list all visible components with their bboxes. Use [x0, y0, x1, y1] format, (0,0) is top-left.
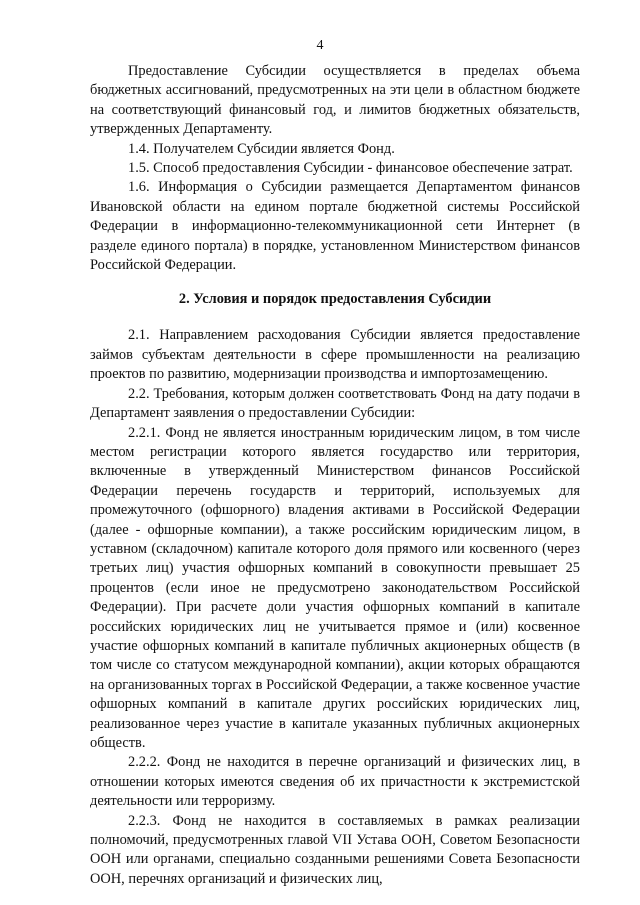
paragraph-1-6: 1.6. Информация о Субсидии размещается Департаментом финансов Ивановской области на едином портале бюджетной системы Российской Федерации в информационно-телекоммуникационной сети Интернет (в разделе единого портала) в порядке, установленном Министерством финансов Российской Федерации.	[90, 179, 580, 274]
paragraph-2-2: 2.2. Требования, которым должен соответствовать Фонд на дату подачи в Департамент заявления о предоставлении Субсидии:	[90, 385, 580, 422]
page-number: 4	[316, 38, 324, 53]
document-body	[90, 62, 580, 889]
paragraph-2-1: 2.1. Направлением расходования Субсидии является предоставление займов субъектам деятельности в сфере промышленности на реализацию проектов по развитию, модернизации производства и импортозамещению.	[90, 327, 580, 383]
paragraph-1-5: 1.5. Способ предоставления Субсидии - финансовое обеспечение затрат.	[128, 160, 573, 177]
paragraph-2-2-3: 2.2.3. Фонд не находится в составляемых в рамках реализации полномочий, предусмотренных главой VII Устава ООН, Советом Безопасности ООН или органами, специально созданными решениями Совета Безопасности ООН, перечнях организаций и физических лиц,	[90, 812, 580, 887]
section-heading: 2. Условия и порядок предоставления Субсидии	[178, 291, 492, 308]
paragraph-1-4: 1.4. Получателем Субсидии является Фонд.	[128, 140, 395, 157]
paragraph-2-2-2: 2.2.2. Фонд не находится в перечне организаций и физических лиц, в отношении которых имеются сведения об их причастности к экстремистской деятельности или терроризму.	[90, 754, 580, 810]
paragraph-2-2-1: 2.2.1. Фонд не является иностранным юридическим лицом, в том числе местом регистрации которого является государство или территория, включенные в утвержденный Министерством финансов Российской Федерации перечень государств и территорий, используемых для промежуточного (офшорного) владения активами в Российской Федерации (далее - офшорные компании), а также российским юридическим лицом, в уставном (складочном) капитале которого доля прямого или косвенного (через третьих лиц) участия офшорных компаний в совокупности превышает 25 процентов (если иное не предусмотрено законодательством Российской Федерации). При расчете доли участия офшорных компаний в капитале российских юридических лиц не учитывается прямое и (или) косвенное участие офшорных компаний в капитале публичных акционерных обществ (в том числе со статусом международной компании), акции которых обращаются на организованных торгах в Российской Федерации, а также косвенное участие офшорных компаний в капитале других российских юридических лиц, реализованное через участие в капитале указанных публичных акционерных обществ.	[90, 424, 580, 751]
paragraph-budget-limits: Предоставление Субсидии осуществляется в пределах объема бюджетных ассигнований, предусмотренных на эти цели в областном бюджете на соответствующий финансовый год, и лимитов бюджетных обязательств, утвержденных Департаменту.	[90, 63, 580, 138]
